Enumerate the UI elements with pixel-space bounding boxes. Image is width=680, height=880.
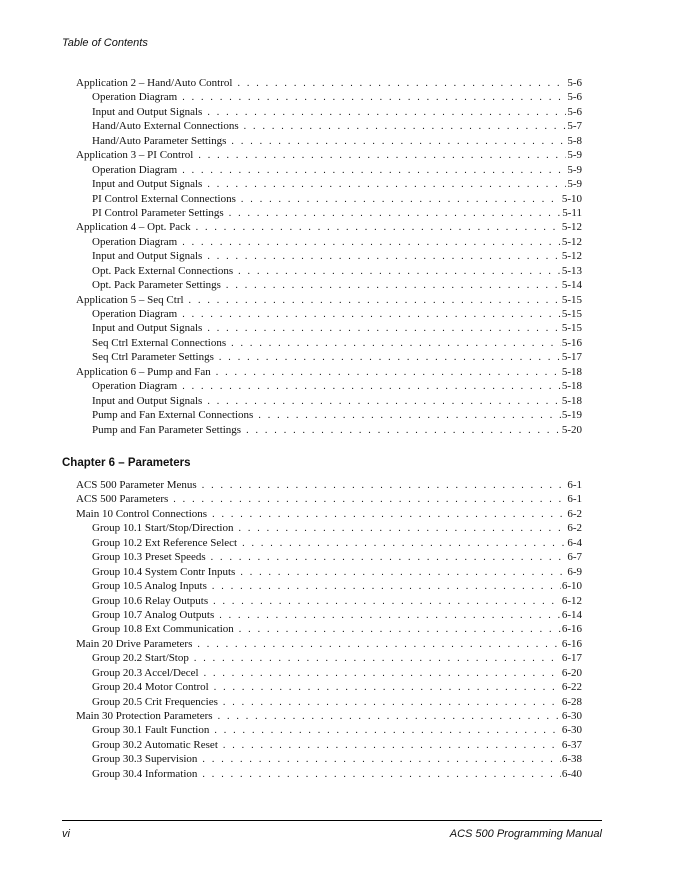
toc-entry[interactable] (76, 336, 582, 350)
toc-entry-page: 5-12 (561, 221, 582, 234)
toc-dot-leader (189, 294, 561, 308)
toc-entry[interactable] (76, 307, 582, 321)
toc-entry-label: Group 10.2 Ext Reference Select (92, 536, 238, 549)
footer-divider (62, 820, 602, 821)
toc-entry-page: 5-12 (561, 235, 582, 248)
toc-entry-page: 5-10 (561, 192, 582, 205)
toc-entry-label: Group 30.4 Information (92, 767, 198, 780)
toc-entry-label: ACS 500 Parameters (76, 493, 169, 506)
toc-entry-page: 5-6 (567, 77, 582, 89)
toc-entry-page: 6-16 (561, 637, 582, 650)
toc-entry[interactable] (76, 321, 582, 335)
toc-list-applications (76, 76, 582, 437)
toc-entry-label: Main 20 Drive Parameters (76, 637, 193, 650)
toc-entry[interactable] (76, 148, 582, 162)
toc-dot-leader (240, 566, 566, 580)
toc-entry-page: 5-7 (567, 120, 582, 133)
toc-entry[interactable] (76, 478, 582, 492)
toc-entry-label: Operation Diagram (92, 380, 178, 393)
toc-dot-leader (223, 696, 561, 710)
toc-entry-label: Group 10.1 Start/Stop/Direction (92, 522, 234, 535)
toc-entry-label: Opt. Pack Parameter Settings (92, 279, 221, 292)
toc-entry-page: 6-10 (561, 580, 582, 593)
toc-dot-leader (194, 652, 561, 666)
toc-entry[interactable] (76, 163, 582, 177)
toc-entry[interactable] (76, 709, 582, 723)
toc-entry[interactable] (76, 119, 582, 133)
toc-entry-page: 6-40 (561, 767, 582, 780)
toc-dot-leader (216, 366, 561, 380)
toc-dot-leader (182, 380, 561, 394)
toc-dot-leader (207, 106, 566, 120)
toc-entry[interactable] (76, 651, 582, 665)
toc-entry[interactable] (76, 105, 582, 119)
toc-entry[interactable] (76, 565, 582, 579)
toc-dot-leader (182, 91, 566, 105)
toc-entry-page: 6-14 (561, 608, 582, 621)
toc-entry-page: 5-18 (561, 365, 582, 378)
toc-entry-label: Group 10.7 Analog Outputs (92, 608, 215, 621)
toc-entry[interactable] (76, 738, 582, 752)
toc-entry-label: Application 3 – PI Control (76, 149, 194, 162)
toc-entry-page: 6-30 (561, 724, 582, 737)
toc-entry[interactable] (76, 379, 582, 393)
toc-entry-label: Group 10.6 Relay Outputs (92, 594, 209, 607)
toc-dot-leader (196, 221, 561, 235)
toc-entry-label: Group 30.1 Fault Function (92, 724, 210, 737)
toc-entry-label: Seq Ctrl Parameter Settings (92, 351, 214, 364)
toc-entry-label: Hand/Auto External Connections (92, 120, 239, 133)
toc-entry[interactable] (76, 278, 582, 292)
toc-entry[interactable] (76, 350, 582, 364)
toc-entry-label: Application 6 – Pump and Fan (76, 365, 211, 378)
toc-entry[interactable] (76, 192, 582, 206)
toc-entry-label: Group 10.3 Preset Speeds (92, 551, 206, 564)
toc-entry[interactable] (76, 206, 582, 220)
toc-entry-label: ACS 500 Parameter Menus (76, 479, 197, 491)
toc-entry-page: 5-18 (561, 394, 582, 407)
toc-dot-leader (226, 279, 561, 293)
toc-dot-leader (212, 508, 566, 522)
toc-entry[interactable] (76, 594, 582, 608)
toc-entry-page: 6-7 (567, 551, 582, 564)
toc-dot-leader (207, 322, 561, 336)
toc-entry-label: Application 5 – Seq Ctrl (76, 293, 184, 306)
toc-entry[interactable] (76, 220, 582, 234)
toc-entry-page: 5-9 (567, 149, 582, 162)
toc-entry-page: 5-15 (561, 293, 582, 306)
toc-dot-leader (207, 250, 561, 264)
toc-entry-page: 6-4 (567, 536, 582, 549)
toc-entry[interactable] (76, 134, 582, 148)
toc-entry-page: 5-19 (561, 409, 582, 422)
toc-dot-leader (207, 395, 561, 409)
toc-entry-label: Application 2 – Hand/Auto Control (76, 77, 233, 89)
toc-entry[interactable] (76, 723, 582, 737)
toc-entry-page: 5-14 (561, 279, 582, 292)
toc-dot-leader (202, 768, 560, 782)
toc-entry-label: Group 20.4 Motor Control (92, 681, 209, 694)
toc-dot-leader (182, 308, 561, 322)
toc-dot-leader (231, 337, 561, 351)
toc-entry-page: 6-2 (567, 522, 582, 535)
toc-dot-leader (219, 609, 561, 623)
toc-entry-label: PI Control Parameter Settings (92, 206, 224, 219)
toc-entry[interactable] (76, 521, 582, 535)
toc-entry[interactable] (76, 76, 582, 90)
toc-entry[interactable] (76, 680, 582, 694)
toc-entry-page: 5-9 (567, 178, 582, 191)
toc-entry-page: 6-30 (561, 710, 582, 722)
toc-entry-page: 6-16 (561, 623, 582, 636)
toc-dot-leader (202, 479, 567, 493)
toc-dot-leader (229, 207, 562, 221)
toc-entry-page: 5-6 (567, 105, 582, 118)
toc-entry[interactable] (76, 752, 582, 766)
toc-dot-leader (244, 120, 567, 134)
toc-entry[interactable] (76, 293, 582, 307)
toc-entry[interactable] (76, 365, 582, 379)
toc-entry-page: 5-13 (561, 264, 582, 277)
toc-entry-page: 5-9 (567, 163, 582, 176)
toc-entry-label: Group 30.3 Supervision (92, 753, 198, 766)
toc-entry-label: PI Control External Connections (92, 192, 236, 205)
footer-manual-title: ACS 500 Programming Manual (449, 828, 602, 840)
toc-entry-label: Operation Diagram (92, 235, 178, 248)
toc-entry-label: Group 20.2 Start/Stop (92, 652, 189, 665)
toc-entry[interactable] (76, 264, 582, 278)
toc-entry[interactable] (76, 423, 582, 437)
toc-entry-label: Application 4 – Opt. Pack (76, 221, 191, 234)
toc-entry-label: Hand/Auto Parameter Settings (92, 134, 227, 147)
toc-dot-leader (214, 681, 561, 695)
toc-entry[interactable] (76, 90, 582, 104)
running-header: Table of Contents (62, 37, 148, 49)
toc-entry[interactable] (76, 394, 582, 408)
toc-dot-leader (242, 537, 566, 551)
toc-dot-leader (214, 724, 560, 738)
toc-dot-leader (246, 424, 561, 438)
toc-entry-page: 6-1 (567, 479, 582, 491)
toc-dot-leader (198, 149, 566, 163)
toc-entry[interactable] (76, 408, 582, 422)
toc-entry[interactable] (76, 608, 582, 622)
toc-entry-label: Group 10.8 Ext Communication (92, 623, 234, 636)
toc-entry[interactable] (76, 622, 582, 636)
toc-entry[interactable] (76, 637, 582, 651)
toc-entry-page: 5-15 (561, 308, 582, 320)
toc-entry-label: Pump and Fan Parameter Settings (92, 423, 242, 436)
toc-entry-page: 5-11 (562, 206, 582, 219)
toc-entry[interactable] (76, 695, 582, 709)
toc-entry-page: 5-8 (567, 134, 582, 147)
toc-dot-leader (237, 77, 566, 91)
toc-dot-leader (202, 753, 560, 767)
toc-entry-page: 6-12 (561, 594, 582, 607)
footer-page-number: vi (62, 828, 70, 840)
chapter-heading: Chapter 6 – Parameters (62, 457, 191, 469)
toc-entry-label: Group 20.5 Crit Frequencies (92, 695, 218, 708)
toc-entry-label: Opt. Pack External Connections (92, 264, 234, 277)
toc-dot-leader (218, 710, 561, 724)
toc-entry-page: 5-15 (561, 322, 582, 335)
toc-dot-leader (219, 351, 561, 365)
toc-dot-leader (204, 667, 561, 681)
toc-entry-label: Input and Output Signals (92, 178, 203, 191)
toc-entry-page: 5-20 (561, 423, 582, 436)
toc-entry-label: Main 10 Control Connections (76, 507, 208, 520)
toc-entry-label: Group 10.4 System Contr Inputs (92, 565, 236, 578)
toc-dot-leader (197, 638, 560, 652)
toc-entry[interactable] (76, 177, 582, 191)
toc-entry-label: Operation Diagram (92, 163, 178, 176)
toc-dot-leader (241, 193, 561, 207)
toc-entry-label: Input and Output Signals (92, 322, 203, 335)
toc-entry[interactable] (76, 579, 582, 593)
toc-dot-leader (258, 409, 561, 423)
toc-entry-page: 6-37 (561, 738, 582, 751)
toc-entry-page: 6-38 (561, 753, 582, 766)
toc-dot-leader (212, 580, 561, 594)
toc-entry[interactable] (76, 536, 582, 550)
toc-dot-leader (207, 178, 566, 192)
toc-entry[interactable] (76, 249, 582, 263)
toc-entry[interactable] (76, 767, 582, 781)
toc-entry-page: 5-18 (561, 380, 582, 393)
toc-entry-page: 6-28 (561, 695, 582, 708)
toc-entry-label: Seq Ctrl External Connections (92, 336, 227, 349)
toc-entry-label: Group 20.3 Accel/Decel (92, 666, 199, 679)
toc-entry-label: Pump and Fan External Connections (92, 409, 254, 422)
toc-entry[interactable] (76, 507, 582, 521)
toc-entry-label: Input and Output Signals (92, 250, 203, 263)
toc-entry[interactable] (76, 550, 582, 564)
toc-entry[interactable] (76, 235, 582, 249)
toc-entry[interactable] (76, 492, 582, 506)
toc-entry-label: Group 10.5 Analog Inputs (92, 580, 207, 593)
toc-entry-page: 6-1 (567, 493, 582, 506)
toc-entry-page: 5-12 (561, 250, 582, 263)
toc-entry-page: 6-9 (567, 565, 582, 578)
toc-dot-leader (238, 522, 566, 536)
toc-dot-leader (182, 236, 561, 250)
toc-entry-label: Input and Output Signals (92, 105, 203, 118)
toc-entry-page: 6-2 (567, 507, 582, 520)
toc-dot-leader (238, 265, 561, 279)
toc-entry-label: Input and Output Signals (92, 394, 203, 407)
toc-dot-leader (213, 595, 561, 609)
toc-entry-page: 6-20 (561, 666, 582, 679)
toc-list-parameters (76, 478, 582, 781)
toc-entry-page: 5-6 (567, 91, 582, 104)
toc-entry-page: 5-17 (561, 351, 582, 364)
toc-dot-leader (173, 493, 566, 507)
toc-entry-label: Operation Diagram (92, 308, 178, 320)
toc-entry-label: Group 30.2 Automatic Reset (92, 738, 218, 751)
toc-dot-leader (182, 164, 566, 178)
toc-entry-page: 6-22 (561, 681, 582, 694)
toc-entry-page: 5-16 (561, 336, 582, 349)
toc-entry-page: 6-17 (561, 652, 582, 665)
toc-entry-label: Main 30 Protection Parameters (76, 710, 213, 722)
toc-dot-leader (231, 135, 566, 149)
toc-entry[interactable] (76, 666, 582, 680)
toc-entry-label: Operation Diagram (92, 91, 178, 104)
toc-dot-leader (211, 551, 567, 565)
toc-dot-leader (239, 623, 561, 637)
toc-dot-leader (223, 739, 561, 753)
